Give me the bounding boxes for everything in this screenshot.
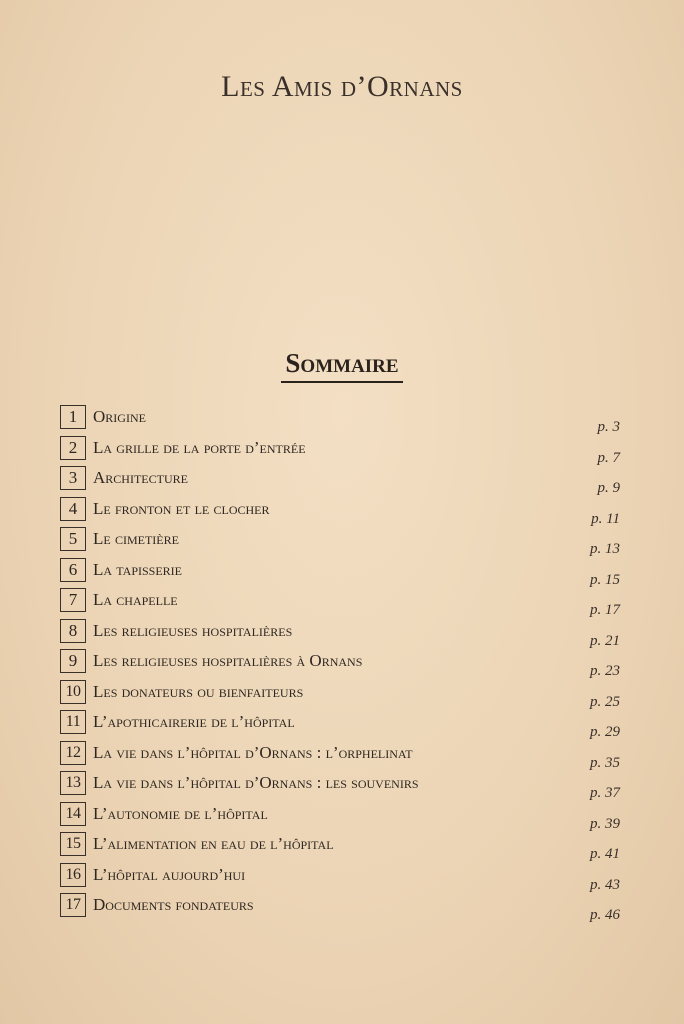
toc-entry (60, 619, 620, 650)
toc-entry-page: p. 9 (597, 480, 620, 496)
toc-entry-number: 4 (60, 497, 86, 521)
toc-entry-page: p. 3 (597, 419, 620, 435)
toc-entry-page: p. 37 (590, 785, 620, 801)
toc-entry (60, 436, 620, 467)
toc-entry (60, 893, 620, 924)
toc-heading: Sommaire (281, 348, 402, 383)
toc-entry-number: 11 (60, 710, 86, 734)
toc-entry-title: Documents fondateurs (93, 895, 254, 914)
toc-entry-title: Les donateurs ou bienfaiteurs (93, 681, 304, 701)
toc-entry-title: Les religieuses hospitalières à Ornans (93, 651, 363, 670)
toc-entry-number: 13 (60, 771, 86, 795)
toc-entry (60, 649, 620, 680)
toc-entry-number: 12 (60, 741, 86, 765)
toc-entry-title: Origine (93, 407, 146, 426)
toc-entry-page: p. 25 (590, 693, 620, 710)
toc-entry-title: La chapelle (93, 590, 178, 609)
toc-entry-page: p. 13 (590, 541, 620, 557)
toc-entry-page: p. 21 (590, 632, 620, 649)
toc-entry (60, 832, 620, 863)
toc-entry-title: La vie dans l’hôpital d’Ornans : l’orphelinat (93, 742, 413, 762)
toc-entry-number: 10 (60, 680, 86, 704)
toc-entry-title: Le cimetière (93, 529, 179, 548)
toc-entry-page: p. 43 (590, 876, 620, 893)
toc-entry (60, 405, 620, 436)
toc-entry-number: 14 (60, 802, 86, 826)
toc-entry (60, 680, 620, 711)
toc-entry (60, 802, 620, 833)
toc-entry-title: L’hôpital aujourd’hui (93, 864, 246, 884)
toc-entry-title: La grille de la porte d’entrée (93, 437, 306, 457)
toc-entry (60, 863, 620, 894)
toc-entry-title: Les religieuses hospitalières (93, 620, 293, 640)
book-title: Les Amis d’Ornans (221, 70, 463, 103)
toc-entry (60, 558, 620, 589)
toc-entry-page: p. 7 (597, 449, 620, 466)
toc-entry-page: p. 46 (590, 907, 620, 923)
toc-entry-number: 8 (60, 619, 86, 643)
toc-entry-number: 3 (60, 466, 86, 490)
toc-entry-title: Le fronton et le clocher (93, 498, 270, 518)
toc-entry-title: Architecture (93, 468, 188, 487)
toc-entry-page: p. 39 (590, 815, 620, 832)
toc-entry-number: 17 (60, 893, 86, 917)
toc-entry-page: p. 29 (590, 724, 620, 740)
toc-entry-title: La vie dans l’hôpital d’Ornans : les souvenirs (93, 773, 419, 792)
toc-entry-page: p. 35 (590, 754, 620, 771)
toc-entry-title: L’alimentation en eau de l’hôpital (93, 834, 334, 853)
toc-entry-page: p. 17 (590, 602, 620, 618)
toc-entry-page: p. 15 (590, 571, 620, 588)
toc-entry (60, 771, 620, 802)
toc-entry (60, 741, 620, 772)
toc-entry-title: L’autonomie de l’hôpital (93, 803, 268, 823)
toc-entry-number: 15 (60, 832, 86, 856)
toc-entry-title: La tapisserie (93, 559, 183, 579)
toc-entry-number: 9 (60, 649, 86, 673)
toc-entry (60, 588, 620, 619)
toc-entry-number: 7 (60, 588, 86, 612)
toc-entry-page: p. 11 (591, 510, 620, 527)
toc-entry-number: 2 (60, 436, 86, 460)
toc-entry-title: L’apothicairerie de l’hôpital (93, 712, 295, 731)
toc-entry (60, 497, 620, 528)
toc-entry-page: p. 41 (590, 846, 620, 862)
table-of-contents (60, 405, 620, 924)
toc-entry-number: 1 (60, 405, 86, 429)
toc-entry-number: 5 (60, 527, 86, 551)
toc-entry (60, 466, 620, 497)
toc-entry (60, 527, 620, 558)
toc-entry-number: 16 (60, 863, 86, 887)
toc-entry-number: 6 (60, 558, 86, 582)
toc-entry (60, 710, 620, 741)
toc-heading-wrap (0, 348, 684, 383)
toc-entry-page: p. 23 (590, 663, 620, 679)
